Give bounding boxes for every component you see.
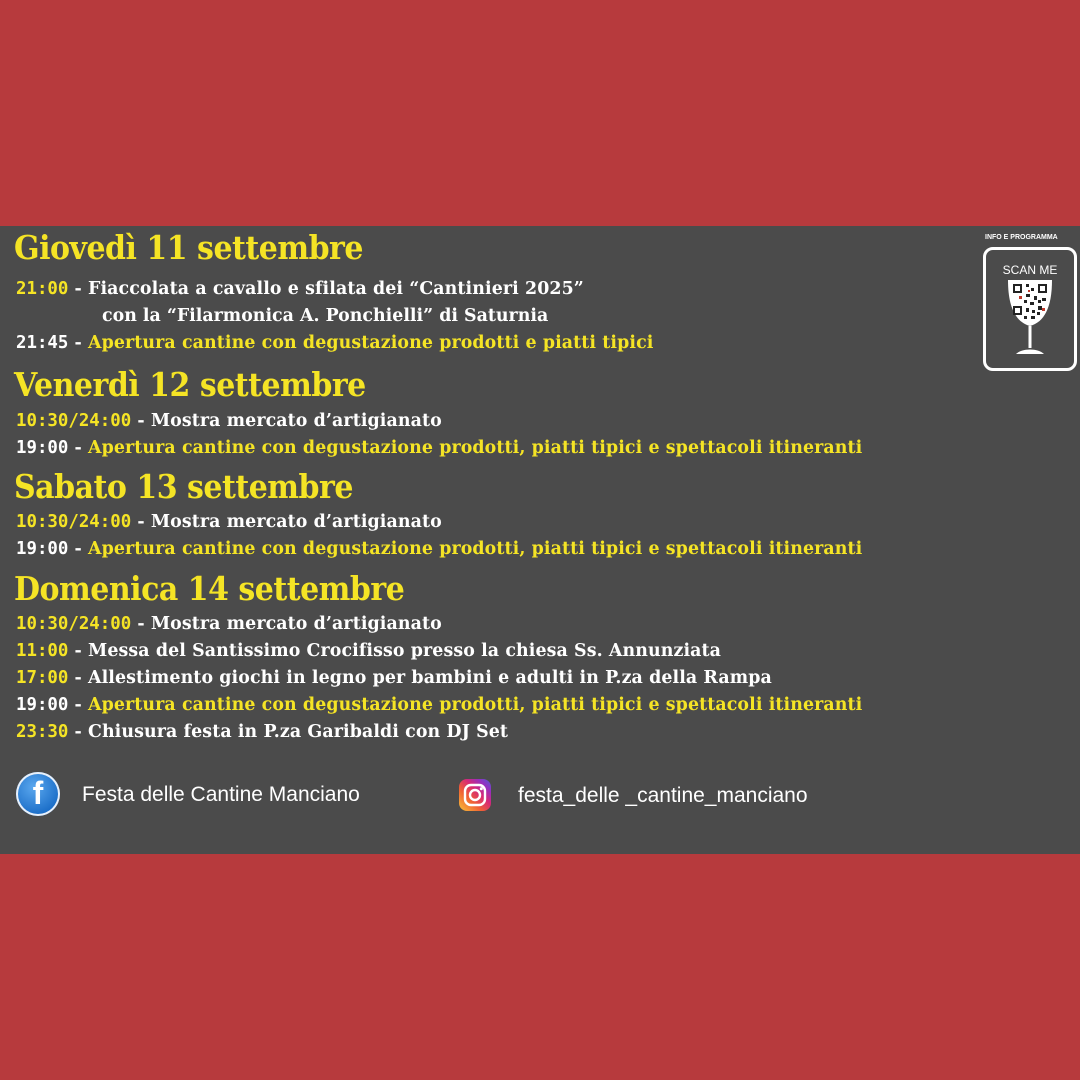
day-title-sabato: Sabato 13 settembre bbox=[14, 469, 353, 507]
top-red-band bbox=[0, 0, 1080, 226]
event-line: 19:00 - Apertura cantine con degustazione prodotti, piatti tipici e spettacoli itineranti bbox=[16, 438, 863, 458]
wine-glass-qr-icon bbox=[986, 250, 1074, 368]
event-text: Fiaccolata a cavallo e sfilata dei “Cantinieri 2025” bbox=[88, 279, 584, 299]
event-time: 19:00 bbox=[16, 695, 69, 715]
event-line: 10:30/24:00 - Mostra mercato d’artigianato bbox=[16, 512, 442, 532]
event-text: Allestimento giochi in legno per bambini e adulti in P.za della Rampa bbox=[88, 668, 772, 688]
event-line: 21:00 - Fiaccolata a cavallo e sfilata dei “Cantinieri 2025” bbox=[16, 279, 584, 299]
event-time: 19:00 bbox=[16, 438, 69, 458]
event-time: 17:00 bbox=[16, 668, 69, 688]
event-text: Apertura cantine con degustazione prodotti e piatti tipici bbox=[88, 333, 654, 353]
instagram-glyph bbox=[459, 779, 491, 811]
event-text: Messa del Santissimo Crocifisso presso la chiesa Ss. Annunziata bbox=[88, 641, 722, 661]
event-time: 11:00 bbox=[16, 641, 69, 661]
event-line: 11:00 - Messa del Santissimo Crocifisso presso la chiesa Ss. Annunziata bbox=[16, 641, 722, 661]
event-time: 10:30/24:00 bbox=[16, 411, 132, 431]
event-time: 21:00 bbox=[16, 279, 69, 299]
bottom-red-band bbox=[0, 854, 1080, 1080]
event-time: 19:00 bbox=[16, 539, 69, 559]
event-time: 10:30/24:00 bbox=[16, 614, 132, 634]
event-line: 19:00 - Apertura cantine con degustazione prodotti, piatti tipici e spettacoli itineranti bbox=[16, 695, 863, 715]
event-line: 19:00 - Apertura cantine con degustazione prodotti, piatti tipici e spettacoli itineranti bbox=[16, 539, 863, 559]
event-text: Apertura cantine con degustazione prodotti, piatti tipici e spettacoli itineranti bbox=[88, 695, 863, 715]
event-text: Mostra mercato d’artigianato bbox=[150, 512, 442, 532]
scan-me-label: SCAN ME bbox=[1002, 263, 1058, 277]
day-title-giovedi: Giovedì 11 settembre bbox=[14, 230, 363, 268]
event-line: 10:30/24:00 - Mostra mercato d’artigianato bbox=[16, 614, 442, 634]
event-text: Apertura cantine con degustazione prodotti, piatti tipici e spettacoli itineranti bbox=[88, 539, 863, 559]
instagram-icon[interactable] bbox=[459, 779, 491, 811]
event-time: 21:45 bbox=[16, 333, 69, 353]
event-text: Chiusura festa in P.za Garibaldi con DJ Set bbox=[88, 722, 509, 742]
event-time: 23:30 bbox=[16, 722, 69, 742]
day-title-venerdi: Venerdì 12 settembre bbox=[14, 367, 366, 405]
instagram-handle-label[interactable]: festa_delle _cantine_manciano bbox=[518, 784, 808, 807]
facebook-icon[interactable]: f bbox=[16, 772, 60, 816]
qr-caption: INFO E PROGRAMMA bbox=[985, 234, 1058, 241]
event-line: 23:30 - Chiusura festa in P.za Garibaldi con DJ Set bbox=[16, 722, 509, 742]
event-line: 21:45 - Apertura cantine con degustazione prodotti e piatti tipici bbox=[16, 333, 654, 353]
event-text: Mostra mercato d’artigianato bbox=[150, 614, 442, 634]
day-title-domenica: Domenica 14 settembre bbox=[14, 571, 405, 609]
event-text: Mostra mercato d’artigianato bbox=[150, 411, 442, 431]
event-text: Apertura cantine con degustazione prodotti, piatti tipici e spettacoli itineranti bbox=[88, 438, 863, 458]
event-continuation: con la “Filarmonica A. Ponchielli” di Saturnia bbox=[102, 306, 549, 326]
qr-code[interactable] bbox=[983, 247, 1077, 371]
facebook-page-label[interactable]: Festa delle Cantine Manciano bbox=[82, 783, 360, 806]
event-line: 10:30/24:00 - Mostra mercato d’artigianato bbox=[16, 411, 442, 431]
event-line: 17:00 - Allestimento giochi in legno per bambini e adulti in P.za della Rampa bbox=[16, 668, 772, 688]
event-time: 10:30/24:00 bbox=[16, 512, 132, 532]
